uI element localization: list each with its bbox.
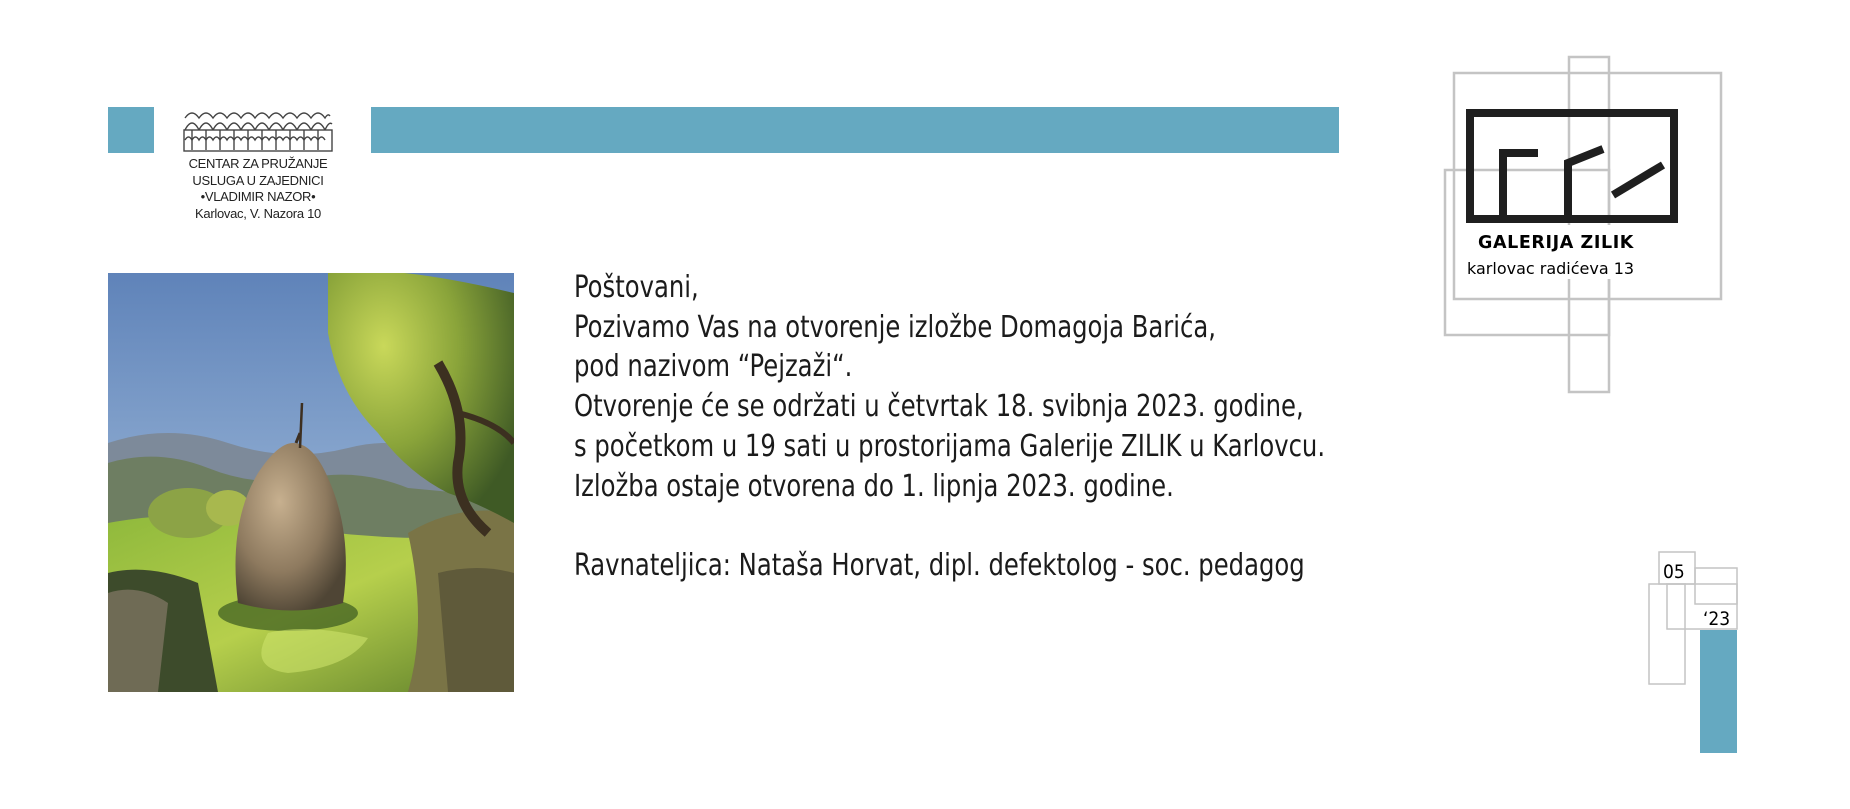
ornament-emblem-icon: [183, 108, 333, 152]
org-address: Karlovac, V. Nazora 10: [195, 205, 321, 221]
gallery-name: GALERIJA ZILIK: [1478, 233, 1634, 253]
letter-line-5: Izložba ostaje otvorena do 1. lipnja 2023. godine.: [574, 468, 1174, 504]
date-year: ‘23: [1703, 608, 1731, 630]
letter-greeting: Poštovani,: [574, 270, 699, 305]
accent-header-bar: [371, 107, 1339, 153]
date-month: 05: [1663, 561, 1685, 583]
letter-line-3: Otvorenje će se održati u četvrtak 18. svibnja 2023. godine,: [574, 389, 1304, 425]
date-mark: [1645, 550, 1745, 755]
gz-monogram-icon: [1470, 113, 1674, 219]
org-name-line2: USLUGA U ZAJEDNICI: [192, 172, 324, 188]
letter-line-1: Pozivamo Vas na otvorenje izložbe Domagoja Barića,: [574, 309, 1216, 345]
org-name-line3: •VLADIMIR NAZOR•: [200, 189, 316, 204]
letter-line-2: pod nazivom “Pejzaži“.: [574, 349, 853, 385]
organization-logo: [182, 108, 334, 222]
accent-square: [108, 107, 154, 153]
gallery-logo: [1443, 55, 1723, 395]
gallery-address: karlovac radićeva 13: [1467, 259, 1635, 278]
org-name-line1: CENTAR ZA PRUŽANJE: [188, 156, 328, 171]
haystack-landscape-painting: [108, 273, 514, 692]
letter-line-4: s početkom u 19 sati u prostorijama Galerije ZILIK u Karlovcu.: [574, 428, 1326, 464]
invitation-letter: [574, 268, 1339, 586]
letter-signature: Ravnateljica: Nataša Horvat, dipl. defektolog - soc. pedagog: [574, 548, 1305, 584]
